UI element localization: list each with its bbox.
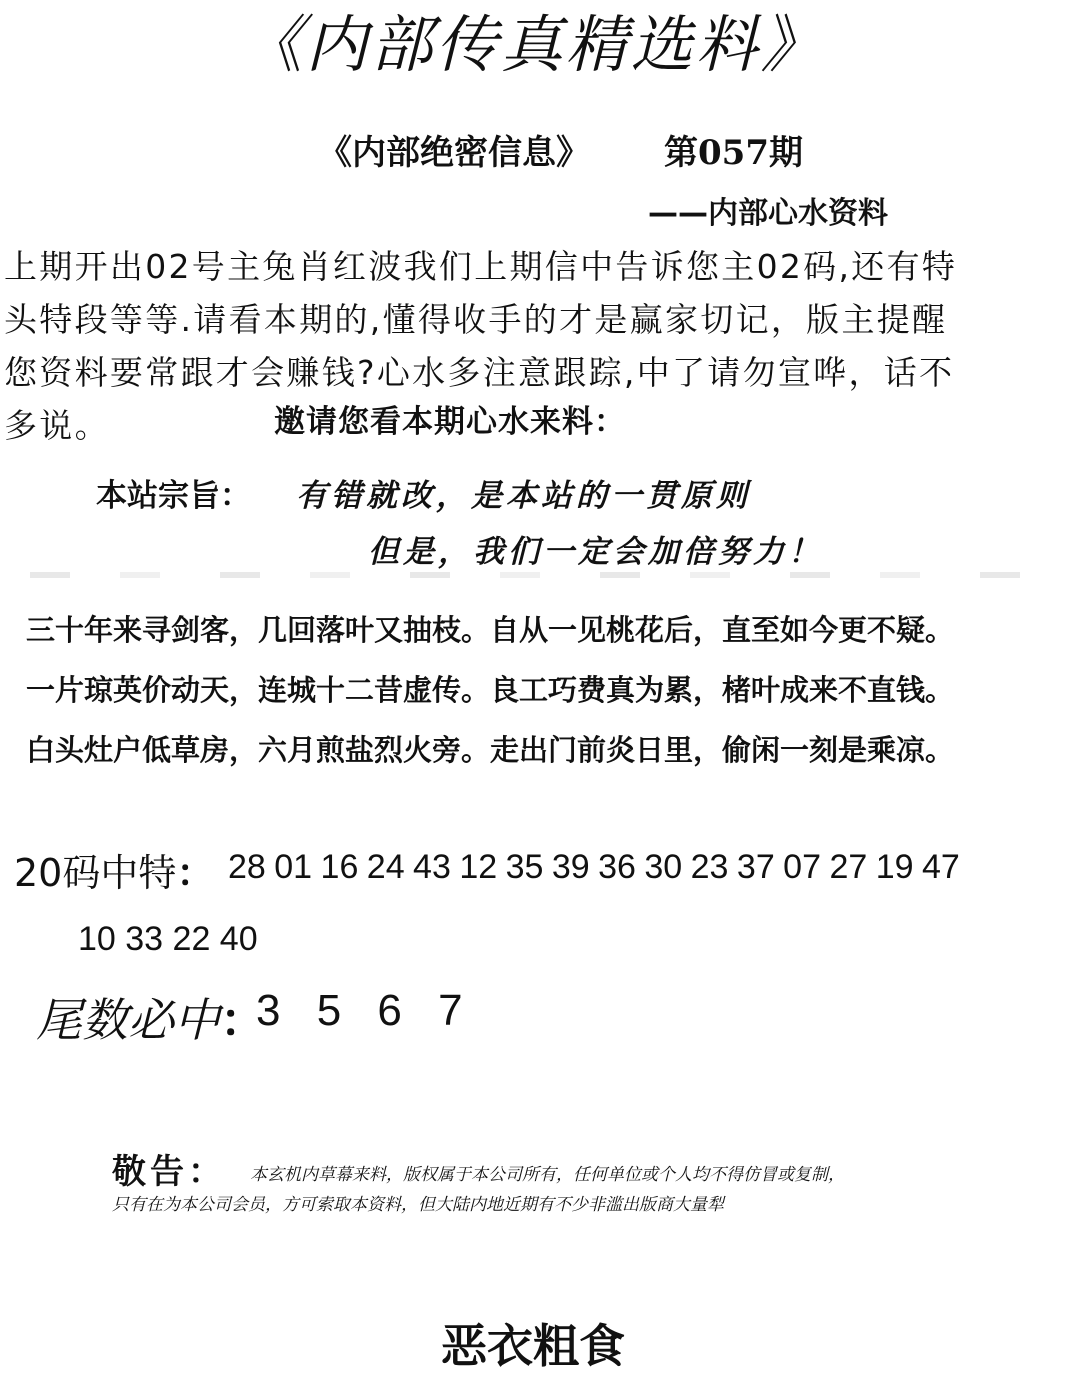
notice-line-1: 本玄机内草幕来料，版权属于本公司所有，任何单位或个人均不得仿冒或复制， — [250, 1165, 845, 1185]
tail-label-text: 尾数必中 — [36, 993, 220, 1047]
notice-line-2: 只有在为本公司会员，方可索取本资料，但大陆内地近期有不少非滥出版商大量犁 — [112, 1195, 724, 1215]
page-title: 《内部传真精选料》 — [240, 8, 826, 81]
special-label-colon: ： — [176, 851, 215, 895]
issue-number: 第057期 — [664, 133, 803, 173]
tail-digits-numbers: 3 5 6 7 — [256, 986, 463, 1035]
poem-block — [26, 600, 1066, 780]
intro-line: 上期开出02号主兔肖红波我们上期信中告诉您主02码,还有特 — [4, 247, 958, 286]
poem-line: 三十年来寻剑客，几回落叶又抽枝。自从一见桃花后，直至如今更不疑。 — [26, 613, 955, 647]
poem-line: 一片琼英价动天，连城十二昔虚传。良工巧费真为累，楮叶成来不直钱。 — [26, 673, 955, 707]
special-numbers-line-1: 28 01 16 24 43 12 35 39 36 30 23 37 07 27 19 47 — [228, 848, 960, 886]
special-numbers-label — [14, 842, 214, 897]
footer-text: 恶衣粗食 — [441, 1319, 625, 1373]
notice-label: 敬告： — [112, 1152, 226, 1192]
tail-digits-label — [36, 984, 266, 1050]
scan-noise-divider — [30, 572, 1030, 578]
motto-line-2: 但是，我们一定会加倍努力！ — [368, 534, 823, 570]
tail-label-colon: ： — [220, 993, 266, 1047]
poem-line: 白头灶户低草房，六月煎盐烈火旁。走出门前炎日里，偷闲一刻是乘凉。 — [26, 733, 955, 767]
intro-line: 您资料要常跟才会赚钱?心水多注意跟踪,中了请勿宣哗，话不 — [4, 353, 955, 392]
special-label-text: 20码中特 — [14, 851, 177, 895]
special-numbers-line-2: 10 33 22 40 — [78, 920, 258, 958]
intro-line: 多说。 — [4, 406, 110, 445]
invite-text: 邀请您看本期心水来料： — [274, 404, 626, 440]
motto-label: 本站宗旨： — [96, 478, 251, 514]
motto-line-1: 有错就改，是本站的一贯原则 — [296, 478, 751, 514]
subtitle: 《内部绝密信息》 — [318, 133, 590, 173]
source-line: ——内部心水资料 — [648, 196, 888, 231]
intro-line: 头特段等等.请看本期的,懂得收手的才是赢家切记，版主提醒 — [4, 300, 948, 339]
